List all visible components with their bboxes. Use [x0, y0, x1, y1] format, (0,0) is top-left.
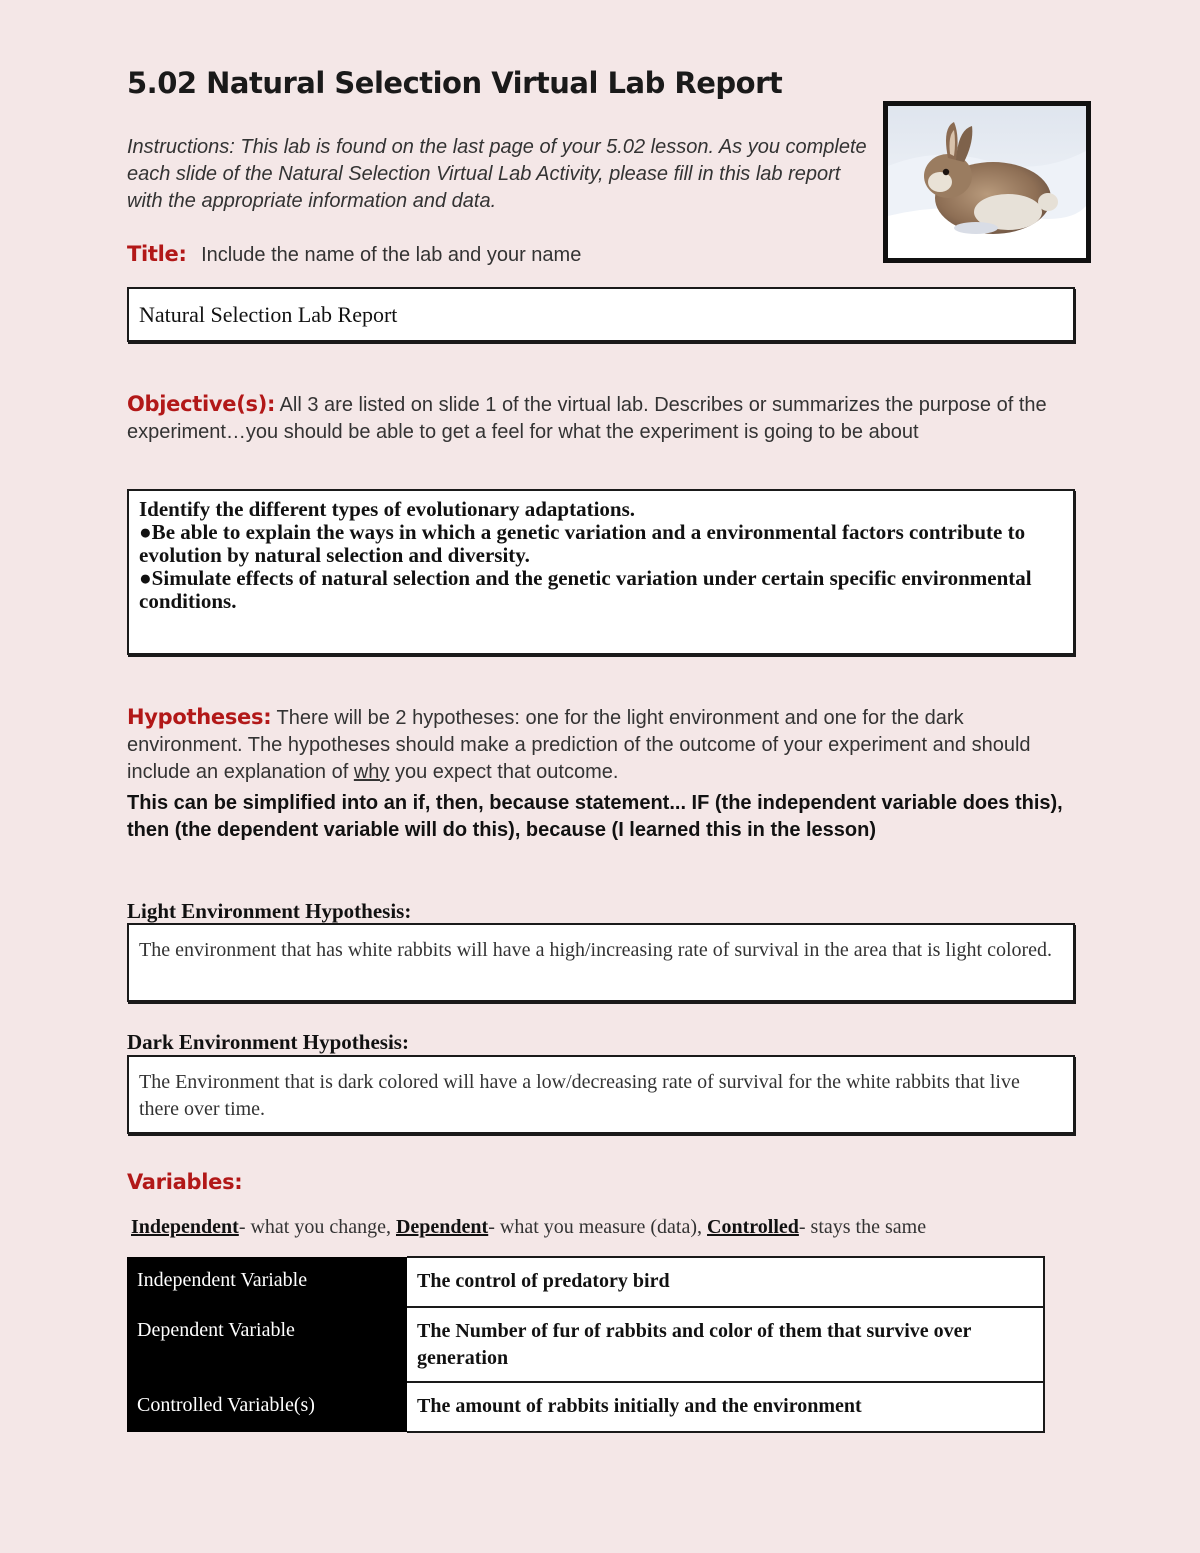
title-answer-text: Natural Selection Lab Report [139, 302, 398, 327]
objectives-answer-box[interactable] [127, 489, 1075, 655]
controlled-variable-value[interactable]: The amount of rabbits initially and the environment [407, 1382, 1044, 1432]
hypotheses-description: There will be 2 hypotheses: one for the light environment and one for the dark environment. The hypotheses should make a prediction of the outcome of your experiment and should include an explanation of why you expect that outcome. [127, 707, 1031, 783]
objectives-label: Objective(s): [127, 392, 276, 416]
title-answer-box[interactable] [127, 287, 1075, 342]
light-hypothesis-label: Light Environment Hypothesis: [127, 899, 412, 923]
table-row [127, 1307, 1044, 1382]
legend-independent-term: Independent [131, 1216, 239, 1238]
title-label: Title: [127, 242, 187, 266]
variables-legend [131, 1216, 926, 1239]
variables-label: Variables: [127, 1170, 243, 1194]
independent-variable-value[interactable]: The control of predatory bird [407, 1257, 1044, 1307]
hypotheses-bold-note: This can be simplified into an if, then, because statement... IF (the independent variable does this), then (the dependent variable will do this), because (I learned this in the lesson) [127, 792, 1063, 841]
rabbit-in-snow-image [888, 106, 1086, 258]
legend-independent-desc: - what you change, [238, 1216, 396, 1238]
dependent-variable-label: Dependent Variable [127, 1307, 407, 1382]
legend-dependent-term: Dependent [395, 1216, 489, 1238]
instructions-text: Instructions: This lab is found on the last page of your 5.02 lesson. As you complete each slide of the Natural Selection Virtual Lab Activity, please fill in this lab report with the appropriate information and data. [127, 136, 867, 212]
dark-hypothesis-box[interactable] [127, 1055, 1075, 1134]
hypotheses-section-header [127, 704, 1072, 786]
objective-item: ●Be able to explain the ways in which a genetic variation and a environmental factors contribute to evolution by natural selection and diversity. [139, 520, 1026, 567]
title-section-header [127, 242, 581, 267]
light-hypothesis-text: The environment that has white rabbits will have a high/increasing rate of survival in the area that is light colored. [139, 939, 1053, 961]
legend-controlled-term: Controlled [707, 1216, 799, 1238]
legend-controlled-desc: - stays the same [798, 1216, 927, 1238]
variables-table [127, 1256, 1045, 1433]
objectives-description: All 3 are listed on slide 1 of the virtual lab. Describes or summarizes the purpose of the experiment…you should be able to get a feel for what the experiment is going to be about [127, 394, 1047, 443]
dark-hypothesis-text: The Environment that is dark colored will have a low/decreasing rate of survival for the white rabbits that live there over time. [139, 1071, 1020, 1120]
objective-item: Identify the different types of evolutionary adaptations. [139, 497, 636, 521]
table-row [127, 1257, 1044, 1307]
dependent-variable-value[interactable]: The Number of fur of rabbits and color of them that survive over generation [407, 1307, 1044, 1382]
document-title: 5.02 Natural Selection Virtual Lab Report [127, 66, 783, 100]
objectives-section-header [127, 391, 1072, 446]
light-hypothesis-box[interactable] [127, 923, 1075, 1002]
title-description: Include the name of the lab and your name [201, 244, 582, 266]
independent-variable-label: Independent Variable [127, 1257, 407, 1307]
objective-item: ●Simulate effects of natural selection and the genetic variation under certain specific environmental conditions. [139, 566, 1032, 613]
hypotheses-label: Hypotheses: [127, 705, 272, 729]
table-row [127, 1382, 1044, 1432]
legend-dependent-desc: - what you measure (data), [488, 1216, 708, 1238]
rabbit-photo [883, 101, 1091, 263]
controlled-variable-label: Controlled Variable(s) [127, 1382, 407, 1432]
dark-hypothesis-label: Dark Environment Hypothesis: [127, 1030, 409, 1054]
